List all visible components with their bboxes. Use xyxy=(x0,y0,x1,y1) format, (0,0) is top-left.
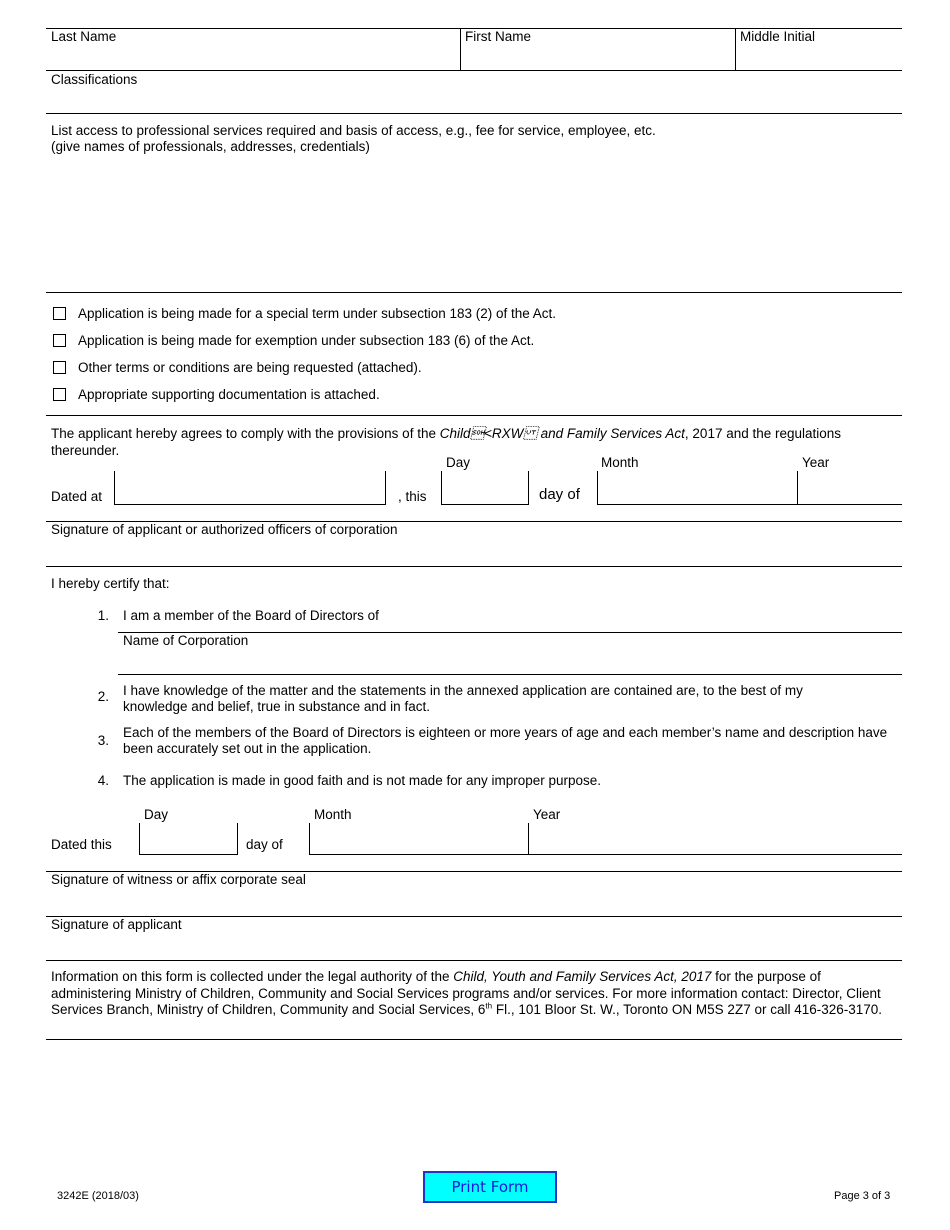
item-number: 2. xyxy=(97,689,109,704)
print-form-button[interactable]: Print Form xyxy=(423,1171,557,1203)
privacy-act-name: Child, Youth and Family Services Act, 2017 xyxy=(453,969,712,984)
other-terms-label: Other terms or conditions are being requested (attached). xyxy=(78,360,422,375)
signature-witness-input[interactable] xyxy=(48,890,900,914)
signature-officers-label: Signature of applicant or authorized officers of corporation xyxy=(51,522,398,537)
divider xyxy=(309,854,902,855)
year-label: Year xyxy=(802,455,830,470)
special-term-checkbox[interactable] xyxy=(53,307,66,320)
divider xyxy=(114,471,115,505)
professional-services-sublabel: (give names of professionals, addresses, credentials) xyxy=(51,139,370,154)
professional-services-label: List access to professional services required and basis of access, e.g., fee for service, employee, etc. xyxy=(51,123,656,138)
divider xyxy=(139,823,140,855)
privacy-text-3: Fl., 101 Bloor St. W., Toronto ON M5S 2Z7 or call 416-326-3170. xyxy=(492,1002,883,1017)
divider xyxy=(385,471,386,505)
item-number: 1. xyxy=(97,608,109,623)
certify-intro: I hereby certify that: xyxy=(51,576,170,591)
divider xyxy=(797,471,798,505)
signature-applicant-input[interactable] xyxy=(48,935,900,959)
signature-officers-input[interactable] xyxy=(48,540,900,564)
day-label: Day xyxy=(144,807,169,822)
this-label: , this xyxy=(398,489,427,504)
divider xyxy=(528,823,529,855)
day-of-label: day of xyxy=(539,486,580,503)
supporting-docs-checkbox[interactable] xyxy=(53,388,66,401)
dated-at-input[interactable] xyxy=(116,472,384,503)
divider xyxy=(139,854,238,855)
other-terms-checkbox[interactable] xyxy=(53,361,66,374)
dated-this-month-input[interactable] xyxy=(311,824,527,853)
certify-item-1: I am a member of the Board of Directors of xyxy=(123,608,379,623)
certify-item-2: I have knowledge of the matter and the statements in the annexed application are contained are, to the best of my knowledge and belief, true in substance and in fact. xyxy=(123,683,803,714)
privacy-notice xyxy=(51,969,893,1019)
divider xyxy=(46,113,902,114)
divider xyxy=(46,1039,902,1040)
last-name-input[interactable] xyxy=(48,46,458,69)
classifications-label: Classifications xyxy=(51,72,138,87)
agreement-text-line2: thereunder. xyxy=(51,443,120,458)
divider xyxy=(597,504,902,505)
name-of-corporation-label: Name of Corporation xyxy=(123,633,249,648)
item-number: 4. xyxy=(97,773,109,788)
agreement-text xyxy=(51,426,841,442)
agreement-text-before: The applicant hereby agrees to comply with the provisions of the xyxy=(51,426,440,441)
first-name-label: First Name xyxy=(465,29,532,44)
classifications-input[interactable] xyxy=(48,89,900,112)
last-name-label: Last Name xyxy=(51,29,117,44)
day-input[interactable] xyxy=(443,472,527,503)
year-input[interactable] xyxy=(799,472,900,503)
divider xyxy=(114,504,386,505)
divider xyxy=(46,960,902,961)
divider xyxy=(528,471,529,505)
name-of-corporation-input[interactable] xyxy=(120,651,900,673)
divider xyxy=(309,823,310,855)
dated-this-day-input[interactable] xyxy=(141,824,236,853)
year-label: Year xyxy=(533,807,561,822)
month-input[interactable] xyxy=(599,472,796,503)
divider xyxy=(46,566,902,567)
divider xyxy=(597,471,598,505)
signature-applicant-label: Signature of applicant xyxy=(51,917,182,932)
supporting-docs-label: Appropriate supporting documentation is attached. xyxy=(78,387,380,402)
middle-initial-label: Middle Initial xyxy=(740,29,816,44)
special-term-label: Application is being made for a special term under subsection 183 (2) of the Act. xyxy=(78,306,557,321)
divider xyxy=(46,292,902,293)
divider xyxy=(441,504,529,505)
divider xyxy=(460,28,461,70)
divider xyxy=(735,28,736,70)
signature-witness-label: Signature of witness or affix corporate seal xyxy=(51,872,306,887)
exemption-checkbox[interactable] xyxy=(53,334,66,347)
certify-item-4: The application is made in good faith and is not made for any improper purpose. xyxy=(123,773,602,788)
dated-this-year-input[interactable] xyxy=(530,824,900,853)
agreement-text-after: , 2017 and the regulations xyxy=(684,426,842,441)
certify-item-3: Each of the members of the Board of Directors is eighteen or more years of age and each member’s name and description have been accurately set out in the application. xyxy=(123,725,888,756)
first-name-input[interactable] xyxy=(462,46,733,69)
middle-initial-input[interactable] xyxy=(737,46,901,69)
month-label: Month xyxy=(314,807,352,822)
privacy-text-2: for the purpose of administering Ministry of Children, Community and Social Services programs and/or services. For more information contact: Director, Client Services Branch, Ministry of Children, Community and Social Services, 6 xyxy=(51,969,881,1017)
privacy-superscript: th xyxy=(485,1001,493,1011)
item-number: 3. xyxy=(97,733,109,748)
month-label: Month xyxy=(601,455,639,470)
divider xyxy=(46,415,902,416)
day-label: Day xyxy=(446,455,471,470)
act-name: Child<RXW and Family Services Act xyxy=(439,426,685,441)
divider xyxy=(118,674,902,675)
professional-services-textarea[interactable] xyxy=(48,158,900,290)
divider xyxy=(441,471,442,505)
divider xyxy=(237,823,238,855)
privacy-text-1: Information on this form is collected under the legal authority of the xyxy=(51,969,454,984)
dated-at-label: Dated at xyxy=(51,489,103,504)
form-number: 3242E (2018/03) xyxy=(57,1190,139,1202)
divider xyxy=(46,70,902,71)
dated-this-label: Dated this xyxy=(51,837,112,852)
page-number: Page 3 of 3 xyxy=(834,1190,891,1202)
exemption-label: Application is being made for exemption under subsection 183 (6) of the Act. xyxy=(78,333,535,348)
day-of-label: day of xyxy=(246,837,283,852)
